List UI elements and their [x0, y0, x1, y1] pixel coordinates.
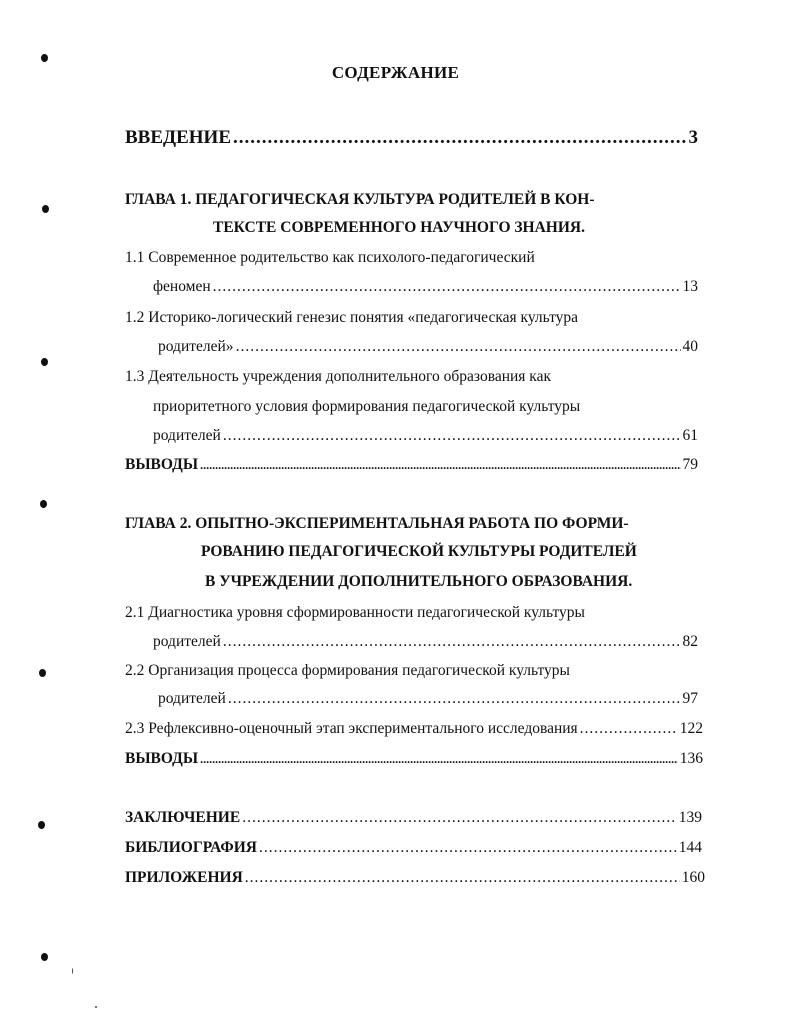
toc-entry-bibliography [125, 839, 702, 863]
chapter-1-heading-line-1: ГЛАВА 1. ПЕДАГОГИЧЕСКАЯ КУЛЬТУРА РОДИТЕЛЕЙ В КОН- [125, 191, 595, 208]
toc-label: родителей [153, 633, 221, 650]
page-title: СОДЕРЖАНИЕ [331, 63, 460, 82]
leader-dots [233, 127, 687, 149]
toc-page-number: 97 [682, 690, 698, 707]
toc-label: ПРИЛОЖЕНИЯ [125, 869, 243, 886]
toc-label: ВЫВОДЫ [125, 456, 199, 473]
toc-entry-1-1 [153, 278, 698, 302]
margin-dot [41, 358, 48, 366]
chapter-2-heading-line-1: ГЛАВА 2. ОПЫТНО-ЭКСПЕРИМЕНТАЛЬНАЯ РАБОТА ПО ФОРМИ- [125, 515, 629, 532]
toc-entry-appendices [125, 869, 705, 893]
toc-entry-2-1 [153, 633, 698, 657]
margin-dot [38, 821, 45, 829]
section-1-1-title: 1.1 Современное родительство как психолого-педагогический [125, 249, 535, 266]
toc-label: 2.3 Рефлексивно-оценочный этап экспериментального исследования [125, 720, 578, 737]
toc-label: ВЫВОДЫ [125, 750, 199, 767]
margin-dot [40, 500, 47, 508]
leader-dots [200, 752, 678, 767]
toc-page-number: 3 [688, 127, 698, 148]
leader-dots [200, 458, 680, 473]
toc-page-number: 144 [678, 839, 702, 856]
toc-page-number: 136 [679, 750, 703, 767]
leader-dots [259, 839, 677, 857]
toc-label: родителей» [158, 338, 234, 355]
leader-dots [580, 720, 678, 738]
toc-label: ВВЕДЕНИЕ [125, 127, 231, 148]
toc-page-number: 13 [682, 278, 698, 295]
leader-dots [223, 633, 681, 651]
toc-label: родителей [153, 427, 221, 444]
toc-page-number: 61 [682, 427, 698, 444]
toc-entry-2-3 [125, 720, 703, 744]
chapter-1-heading-line-2: ТЕКСТЕ СОВРЕМЕННОГО НАУЧНОГО ЗНАНИЯ. [213, 219, 585, 236]
section-1-3-title: 1.3 Деятельность учреждения дополнительного образования как [125, 368, 551, 385]
leader-dots [236, 338, 681, 356]
toc-page-number: 160 [681, 869, 705, 886]
toc-page-number: 79 [682, 456, 698, 473]
margin-dot [41, 953, 48, 961]
toc-page-number: 122 [679, 720, 703, 737]
section-1-2-title: 1.2 Историко-логический генезис понятия «педагогическая культура [125, 309, 579, 326]
margin-dot [39, 669, 46, 677]
toc-entry-1-2 [158, 338, 698, 362]
toc-entry-1-3 [153, 427, 698, 451]
leader-dots [213, 278, 681, 296]
scan-speck [95, 1006, 97, 1008]
toc-page-number: 82 [682, 633, 698, 650]
toc-entry-conclusion [125, 809, 702, 833]
leader-dots [245, 869, 680, 887]
toc-page-number: 40 [682, 338, 698, 355]
section-1-3-title-cont: приоритетного условия формирования педагогической культуры [153, 398, 581, 415]
section-2-1-title: 2.1 Диагностика уровня сформированности педагогической культуры [125, 604, 585, 621]
chapter-2-heading-line-2: РОВАНИЮ ПЕДАГОГИЧЕСКОЙ КУЛЬТУРЫ РОДИТЕЛЕЙ [201, 543, 637, 560]
leader-dots [242, 809, 677, 827]
toc-entry-chapter-2-conclusions [125, 750, 703, 774]
toc-entry-introduction [125, 127, 698, 151]
toc-label: ЗАКЛЮЧЕНИЕ [125, 809, 241, 826]
toc-label: БИБЛИОГРАФИЯ [125, 839, 257, 856]
margin-dot [41, 54, 48, 62]
section-2-2-title: 2.2 Организация процесса формирования педагогической культуры [125, 662, 570, 679]
toc-page-number: 139 [678, 809, 702, 826]
chapter-2-heading-line-3: В УЧРЕЖДЕНИИ ДОПОЛНИТЕЛЬНОГО ОБРАЗОВАНИЯ. [205, 573, 633, 590]
leader-dots [228, 690, 681, 708]
toc-entry-2-2 [158, 690, 698, 714]
margin-dot [42, 205, 49, 213]
leader-dots [223, 427, 681, 445]
toc-entry-chapter-1-conclusions [125, 456, 698, 480]
toc-label: родителей [158, 690, 226, 707]
scan-speck [72, 968, 73, 974]
toc-label: феномен [153, 278, 211, 295]
